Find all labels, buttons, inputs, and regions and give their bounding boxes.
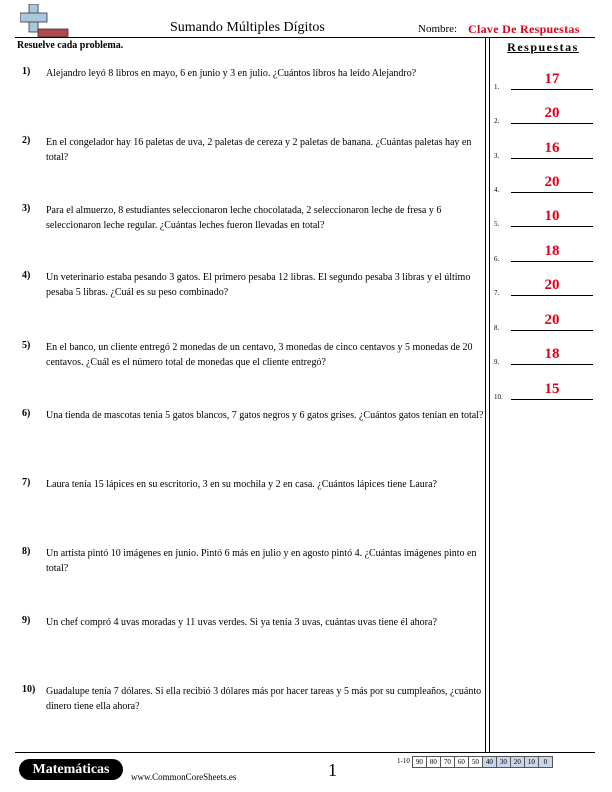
answer-line xyxy=(511,123,593,124)
answer-row xyxy=(494,141,594,161)
answer-line xyxy=(511,158,593,159)
answer-number: 6. xyxy=(494,255,500,263)
problem-text: Alejandro leyó 8 libros en mayo, 6 en junio y 3 en julio. ¿Cuántos libros ha leído Alejandro? xyxy=(46,68,417,79)
answer-line xyxy=(511,330,593,331)
answer-number: 5. xyxy=(494,220,500,228)
answers-title: Respuestas xyxy=(507,40,579,54)
footer-divider xyxy=(15,752,595,753)
problem-text: Un artista pintó 10 imágenes en junio. Pintó 6 más en julio y en agosto pintó 4. ¿Cuántas imágenes pinto en total? xyxy=(46,548,477,574)
score-range: 1-10 xyxy=(397,757,410,765)
answer-row xyxy=(494,278,594,298)
problem-number: 4) xyxy=(22,270,31,281)
answer-value: 20 xyxy=(544,277,560,293)
name-label: Nombre: xyxy=(418,23,458,35)
answer-line xyxy=(511,364,593,365)
score-cell: 90 xyxy=(412,756,427,768)
page-number: 1 xyxy=(328,760,337,780)
problem-number: 1) xyxy=(22,66,31,77)
answer-value: 18 xyxy=(544,346,560,362)
answer-row xyxy=(494,382,594,402)
problem-text: Para el almuerzo, 8 estudiantes seleccionaron leche chocolatada, 2 seleccionaron leche de fresa y 6 seleccionaron leche regular. ¿Cuántas leches fueron llevadas en total? xyxy=(46,205,442,231)
problem-number: 10) xyxy=(22,684,36,695)
answer-line xyxy=(511,261,593,262)
problem-number: 2) xyxy=(22,135,31,146)
problem-text: Laura tenía 15 lápices en su escritorio, 3 en su mochila y 2 en casa. ¿Cuántos lápices tiene Laura? xyxy=(46,479,437,490)
score-cell: 70 xyxy=(440,756,455,768)
score-cell: 0 xyxy=(538,756,553,768)
score-cell: 10 xyxy=(524,756,539,768)
score-cell: 50 xyxy=(468,756,483,768)
problem-number: 5) xyxy=(22,340,31,351)
column-divider xyxy=(489,38,490,752)
answer-number: 1. xyxy=(494,83,500,91)
problem-text: Guadalupe tenía 7 dólares. Si ella recibió 3 dólares más por hacer tareas y 5 más por su cumpleaños, ¿cuánto dinero tiene ella ahora? xyxy=(46,686,482,712)
answer-value: 20 xyxy=(544,312,560,328)
problem-text: Un chef compró 4 uvas moradas y 11 uvas verdes. Si ya tenía 3 uvas, cuántas uvas tiene él ahora? xyxy=(46,617,437,628)
answer-line xyxy=(511,295,593,296)
problem-text: Un veterinario estaba pesando 3 gatos. El primero pesaba 12 libras. El segundo pesaba 3 libras y el último pesaba 5 libras. ¿Cuál es su peso combinado? xyxy=(46,272,471,298)
answer-number: 4. xyxy=(494,186,500,194)
answer-number: 9. xyxy=(494,358,500,366)
worksheet-logo-icon xyxy=(20,4,70,38)
answer-number: 3. xyxy=(494,152,500,160)
column-divider xyxy=(485,38,486,752)
score-cell: 40 xyxy=(482,756,497,768)
answer-value: 20 xyxy=(544,174,560,190)
score-cell: 20 xyxy=(510,756,525,768)
answer-line xyxy=(511,89,593,90)
answer-number: 10. xyxy=(494,393,503,401)
answer-value: 18 xyxy=(544,243,560,259)
answer-line xyxy=(511,192,593,193)
answer-row xyxy=(494,244,594,264)
problem-text: En el congelador hay 16 paletas de uva, 2 paletas de cereza y 2 paletas de banana. ¿Cuántas paletas hay en total? xyxy=(46,137,472,163)
answer-row xyxy=(494,347,594,367)
answer-line xyxy=(511,399,593,400)
answer-number: 2. xyxy=(494,117,500,125)
score-cell: 80 xyxy=(426,756,441,768)
answer-number: 7. xyxy=(494,289,500,297)
website-link[interactable]: www.CommonCoreSheets.es xyxy=(131,772,237,782)
answer-value: 10 xyxy=(544,208,560,224)
problem-number: 3) xyxy=(22,203,31,214)
problem-number: 7) xyxy=(22,477,31,488)
problem-number: 8) xyxy=(22,546,31,557)
answer-row xyxy=(494,175,594,195)
score-table xyxy=(396,756,553,768)
score-cell: 60 xyxy=(454,756,469,768)
problem-text: En el banco, un cliente entregó 2 monedas de un centavo, 3 monedas de cinco centavos y 5 monedas de 20 centavos. ¿Cuál es el número total de monedas que el cliente entregó? xyxy=(46,342,473,368)
answer-row xyxy=(494,209,594,229)
name-value: Clave De Respuestas xyxy=(468,22,580,36)
answer-row xyxy=(494,106,594,126)
instructions: Resuelve cada problema. xyxy=(17,40,124,51)
problem-number: 6) xyxy=(22,408,31,419)
answer-number: 8. xyxy=(494,324,500,332)
score-cell: 30 xyxy=(496,756,511,768)
answer-value: 17 xyxy=(544,71,560,87)
answer-value: 20 xyxy=(544,105,560,121)
subject-badge: Matemáticas xyxy=(19,759,123,780)
header-divider xyxy=(15,37,595,38)
problem-number: 9) xyxy=(22,615,31,626)
answer-value: 16 xyxy=(544,140,560,156)
worksheet-title: Sumando Múltiples Dígitos xyxy=(170,20,325,35)
problem-text: Una tienda de mascotas tenia 5 gatos blancos, 7 gatos negros y 6 gatos grises. ¿Cuántos gatos tenían en total? xyxy=(46,410,484,421)
answer-row xyxy=(494,72,594,92)
answer-row xyxy=(494,313,594,333)
answer-line xyxy=(511,226,593,227)
answer-value: 15 xyxy=(544,381,560,397)
